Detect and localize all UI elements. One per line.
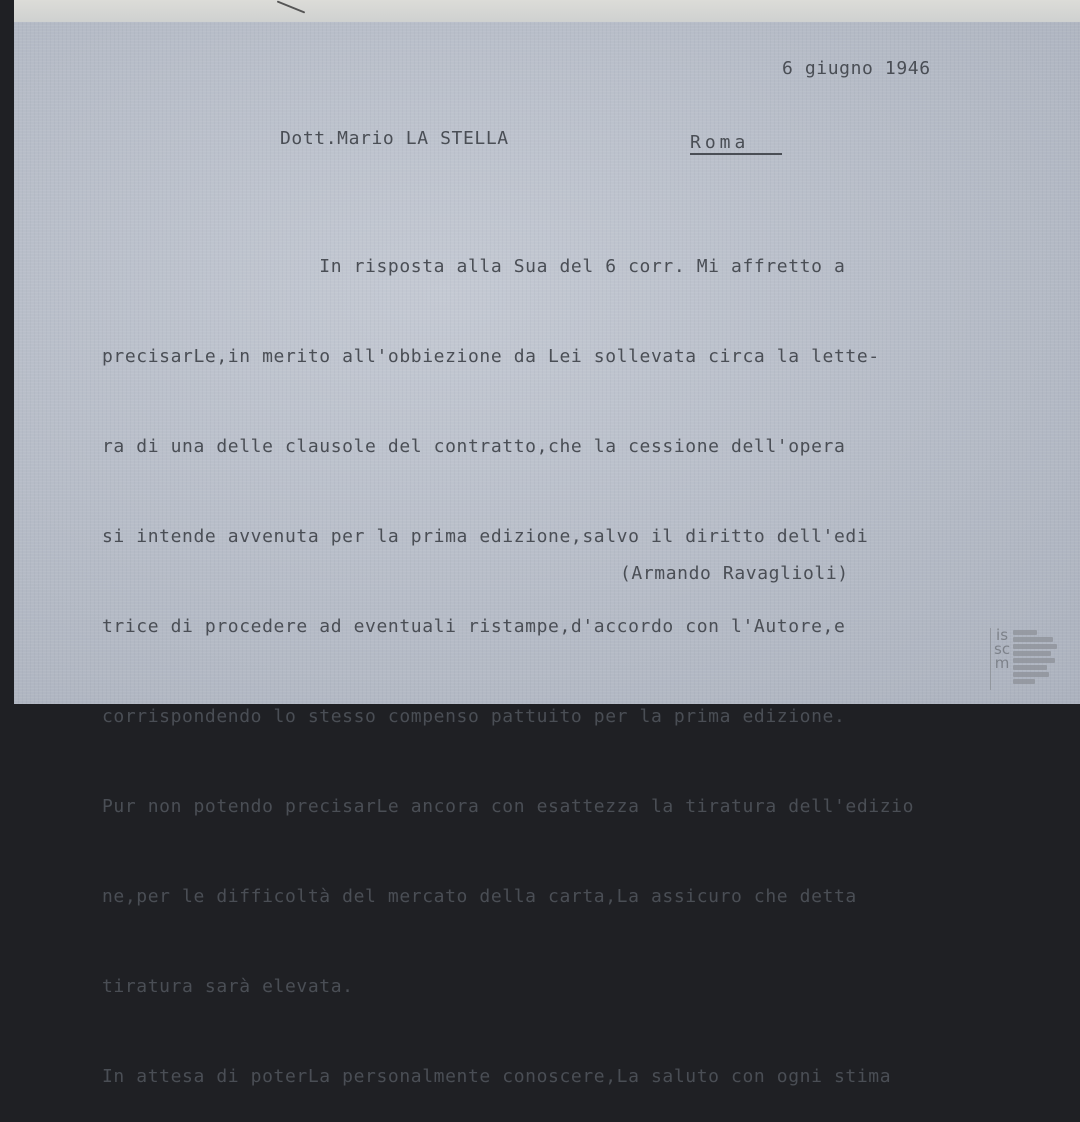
- letter-date: 6 giugno 1946: [782, 58, 931, 79]
- body-line: Pur non potendo precisarLe ancora con esattezza la tiratura dell'edizio: [102, 796, 915, 817]
- logo-letter: m: [994, 654, 1010, 672]
- body-line: ne,per le difficoltà del mercato della carta,La assicuro che detta: [102, 886, 857, 907]
- top-paper-strip: [14, 0, 1080, 22]
- body-line: precisarLe,in merito all'obbiezione da Lei sollevata circa la lette-: [102, 346, 880, 367]
- letter-city: Roma: [690, 132, 750, 153]
- letter-addressee: Dott.Mario LA STELLA: [280, 128, 509, 149]
- body-line: si intende avvenuta per la prima edizione,salvo il diritto dell'edi: [102, 526, 869, 547]
- body-line: In risposta alla Sua del 6 corr. Mi affretto a: [102, 256, 846, 277]
- letter-body: [102, 192, 914, 1122]
- body-line: trice di procedere ad eventuali ristampe,d'accordo con l'Autore,e: [102, 616, 846, 637]
- archive-logo: [990, 628, 1072, 690]
- archive-logo-letters: [990, 628, 1010, 690]
- letter-signature: (Armando Ravaglioli): [620, 563, 849, 584]
- logo-letter: is: [996, 626, 1009, 644]
- archive-logo-text-lines: [1013, 628, 1057, 690]
- body-line: tiratura sarà elevata.: [102, 976, 354, 997]
- body-line: corrispondendo lo stesso compenso pattuito per la prima edizione.: [102, 706, 846, 727]
- city-underline: [690, 153, 782, 155]
- body-line: ra di una delle clausole del contratto,che la cessione dell'opera: [102, 436, 846, 457]
- body-line: In attesa di poterLa personalmente conoscere,La saluto con ogni stima: [102, 1066, 892, 1087]
- logo-letter: sc: [994, 640, 1011, 658]
